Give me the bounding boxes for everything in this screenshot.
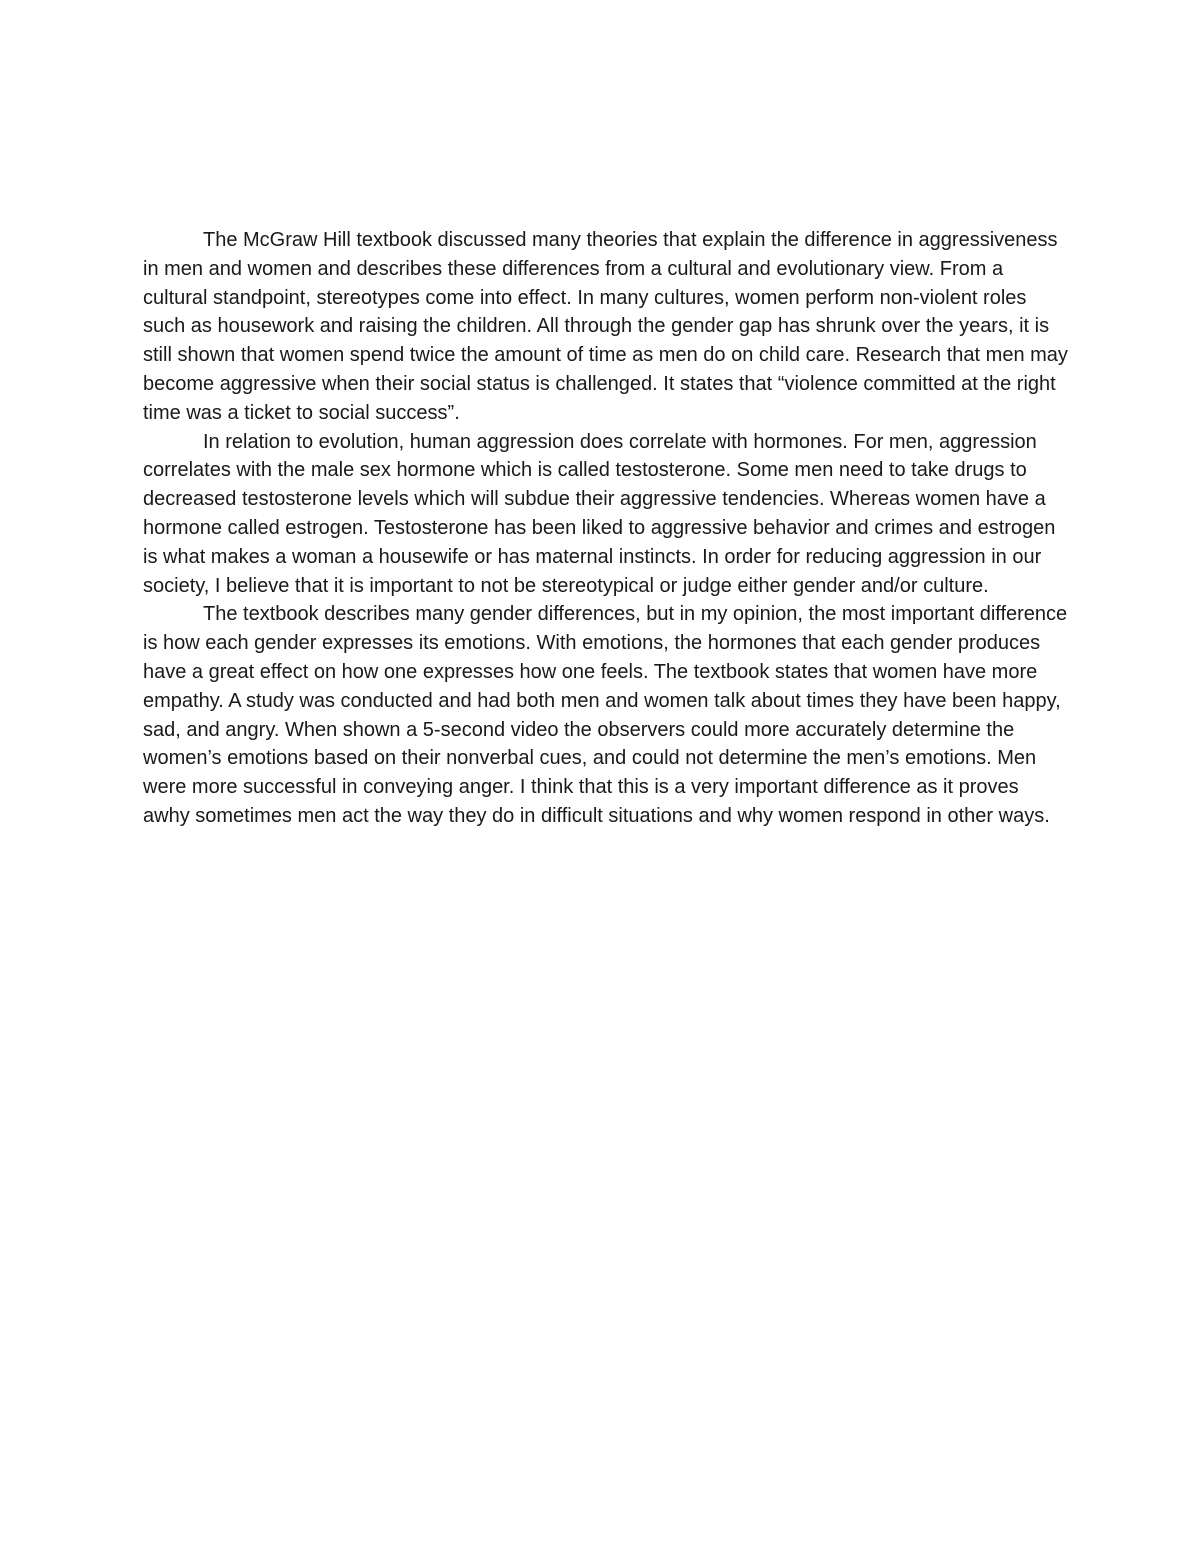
paragraph-emotions: The textbook describes many gender differences, but in my opinion, the most important difference is how each gender expresses its emotions. With emotions, the hormones that each gender produces have a great effect on how one expresses how one feels. The textbook states that women have more empathy. A study was conducted and had both men and women talk about times they have been happy, sad, and angry. When shown a 5-second video the observers could more accurately determine the women’s emotions based on their nonverbal cues, and could not determine the men’s emotions. Men were more successful in conveying anger. I think that this is a very important difference as it proves awhy sometimes men act the way they do in difficult situations and why women respond in other ways. bbox=[143, 603, 1068, 827]
document-body bbox=[143, 226, 1068, 831]
paragraph-cultural-view: The McGraw Hill textbook discussed many theories that explain the difference in aggressiveness in men and women and describes these differences from a cultural and evolutionary view. From a cultural standpoint, stereotypes come into effect. In many cultures, women perform non-violent roles such as housework and raising the children. All through the gender gap has shrunk over the years, it is still shown that women spend twice the amount of time as men do on child care. Research that men may become aggressive when their social status is challenged. It states that “violence committed at the right time was a ticket to social success”. bbox=[143, 229, 1068, 424]
paragraph-evolution-hormones: In relation to evolution, human aggression does correlate with hormones. For men, aggression correlates with the male sex hormone which is called testosterone. Some men need to take drugs to decreased testosterone levels which will subdue their aggressive tendencies. Whereas women have a hormone called estrogen. Testosterone has been liked to aggressive behavior and crimes and estrogen is what makes a woman a housewife or has maternal instincts. In order for reducing aggression in our society, I believe that it is important to not be stereotypical or judge either gender and/or culture. bbox=[143, 430, 1056, 597]
